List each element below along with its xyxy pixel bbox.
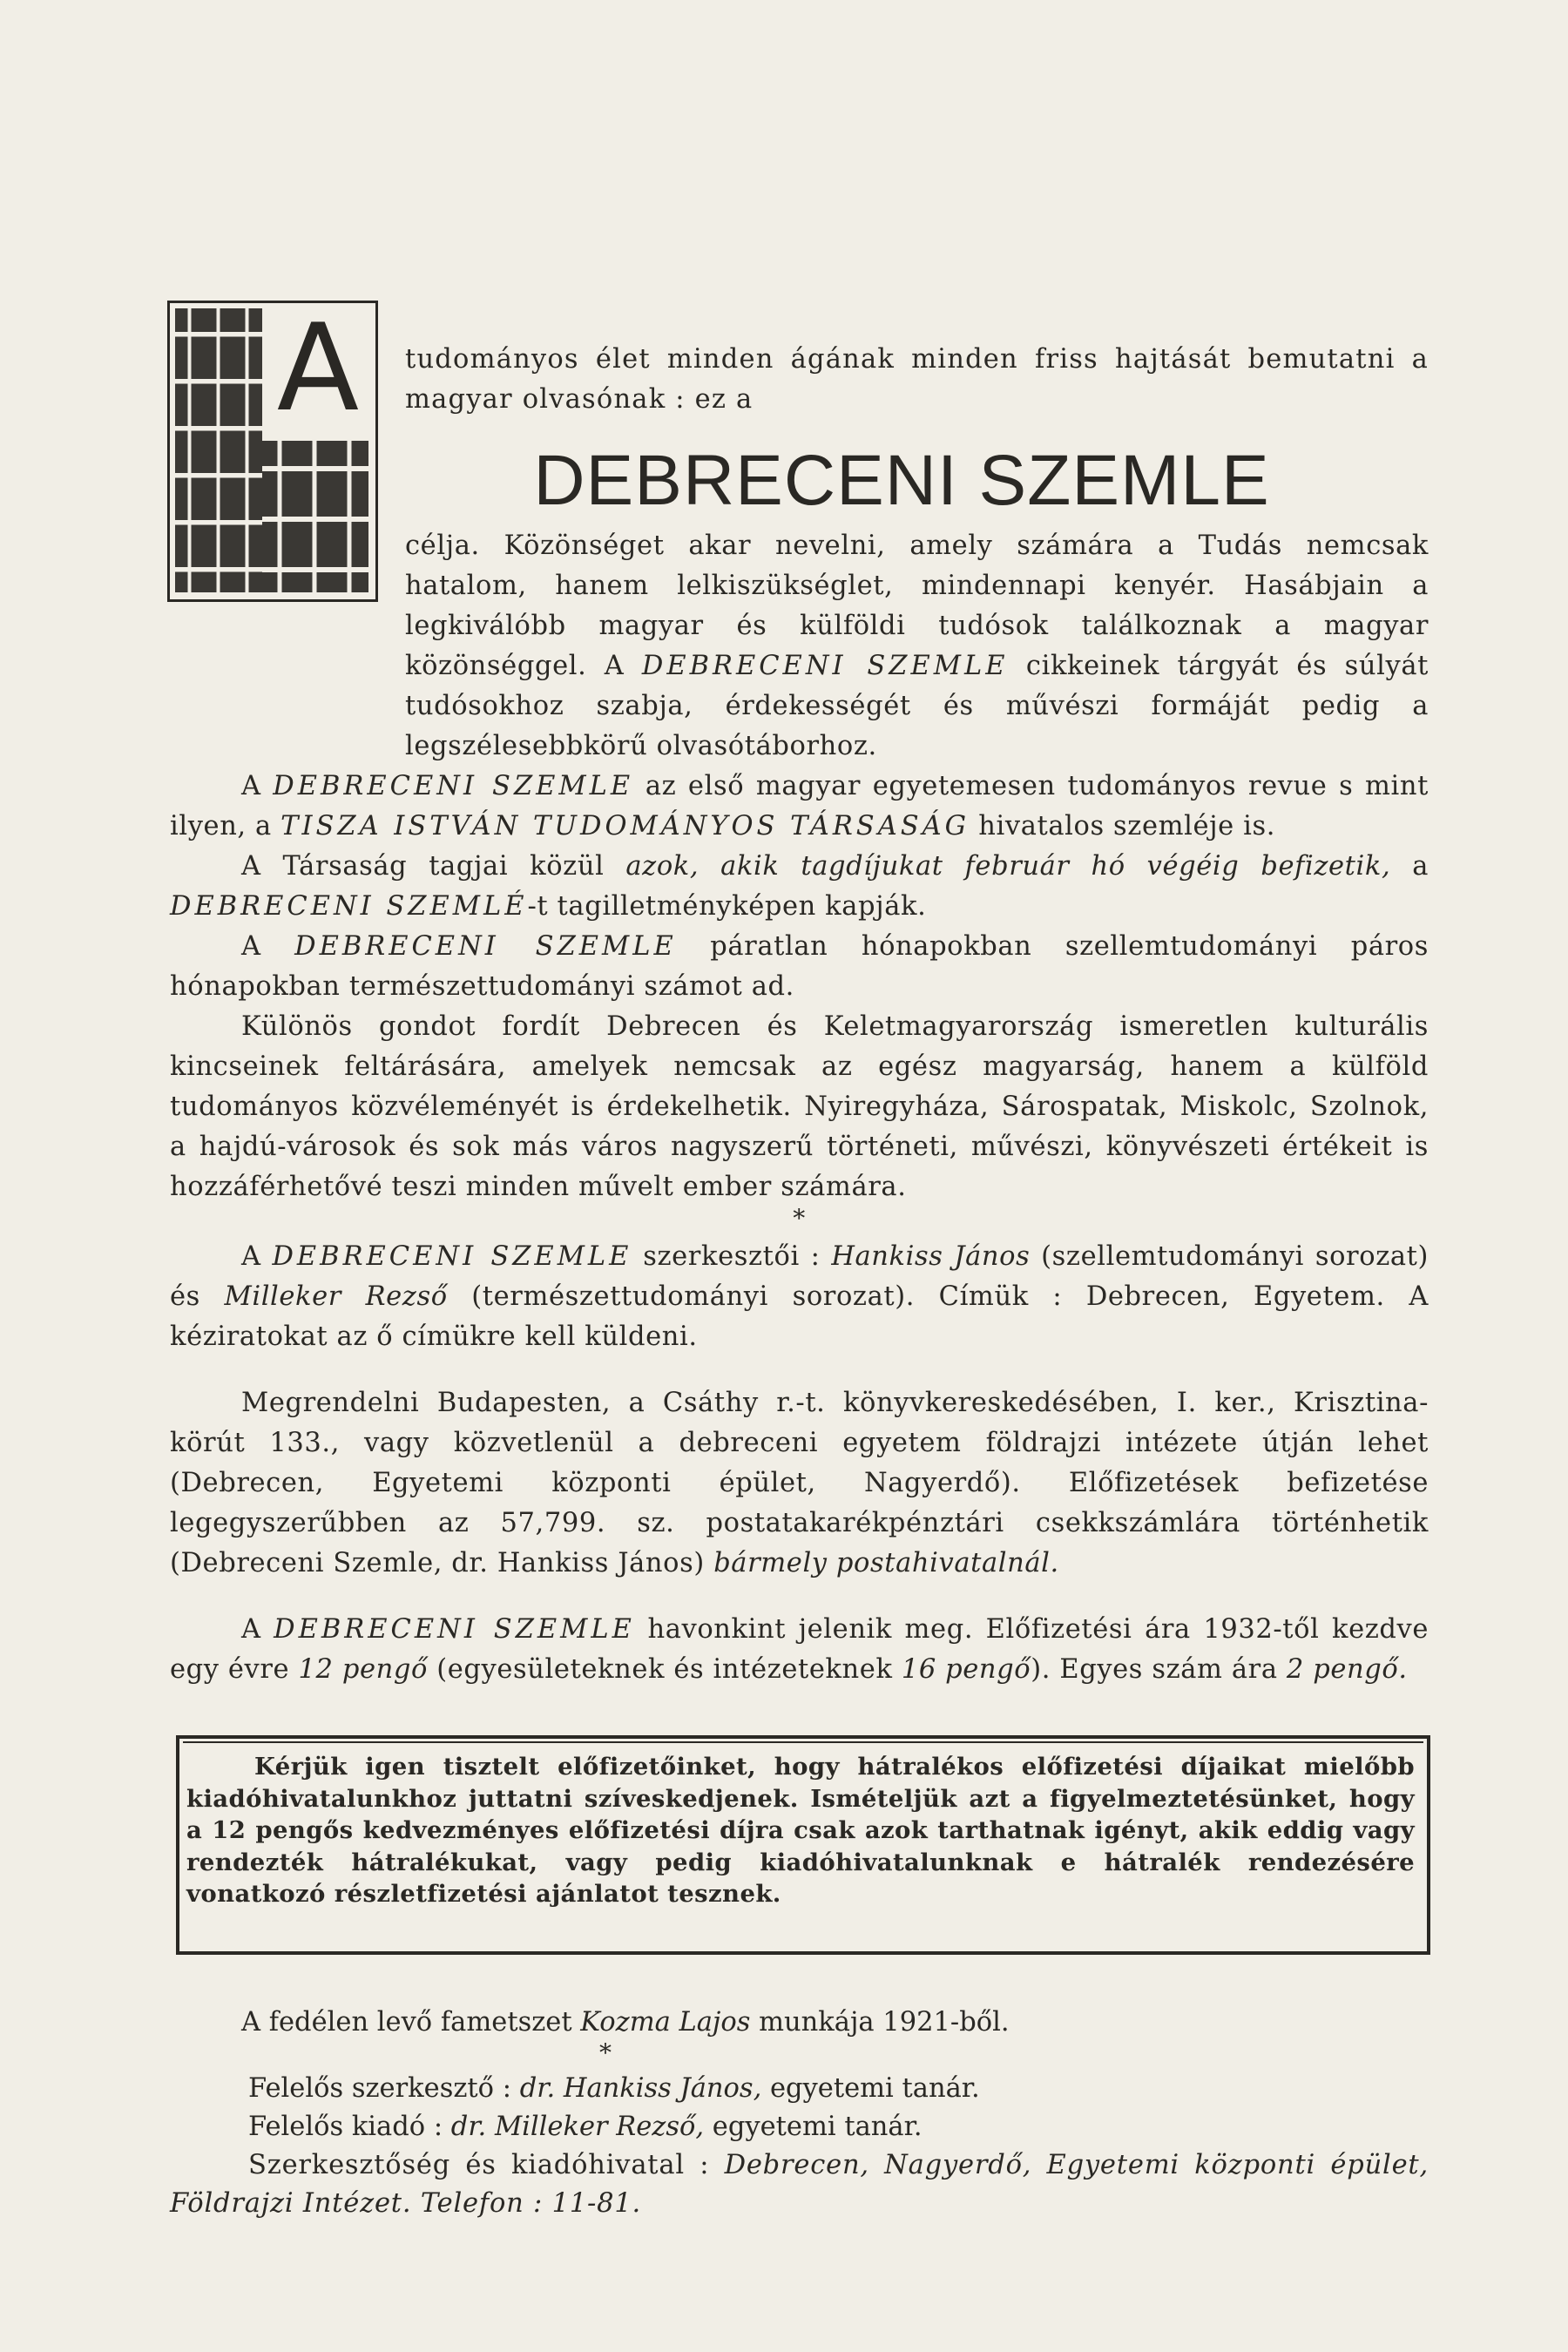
separator-star: * [599,2038,612,2067]
masthead-title: DEBRECENI SZEMLE [533,441,1270,520]
paragraph: A DEBRECENI SZEMLE szerkesztői : Hankiss János (szellemtudományi sorozat) és Milleker Rezső (természettudományi sorozat). Címük : Debrecen, Egyetem. A kéziratokat az ő címükre kell küldeni. [170,1241,1429,1352]
paragraph: Megrendelni Budapesten, a Csáthy r.-t. könyvkereskedésében, I. ker., Krisztina-körút 133., vagy közvetlenül a debreceni egyetem földrajzi intézete útján lehet (Debrecen, Egyetemi központi épület, Nagyerdő). Előfizetések befizetése legegyszerűbben az 57,799. sz. postatakarékpénztári csekkszámlára történhetik (Debreceni Szemle, dr. Hankiss János) bármely postahivatalnál. [170,1388,1429,1578]
notice-text: Kérjük igen tisztelt előfizetőinket, hogy hátralékos előfizetési díjaikat mielőbb kiadóhivatalunkhoz juttatni szíveskedjenek. Ismételjük azt a figyelmeztetésünket, hogy a 12 pengős kedvezményes előfizetési díjra csak azok tarthatnak igényt, akik eddig vagy rendezték hátralékukat, vagy pedig kiadóhivatalunknak e hátralék rendezésére vonatkozó részletfizetési ajánlatot tesznek. [186,1753,1415,1908]
paragraph: A DEBRECENI SZEMLE havonkint jelenik meg. Előfizetési ára 1932-től kezdve egy évre 12 pengő (egyesületeknek és intézeteknek 16 pengő). Egyes szám ára 2 pengő. [170,1614,1429,1685]
paragraph: célja. Közönséget akar nevelni, amely számára a Tudás nemcsak hatalom, hanem lelkiszükséglet, mindennapi kenyér. Hasábjain a legkiválóbb magyar és külföldi tudósok találkoznak a magyar közönséggel. A DEBRECENI SZEMLE cikkeinek tárgyát és súlyát tudósokhoz szabja, érdekességét és művészi formáját pedig a legszélesebbkörű olvasótáborhoz. [405,531,1429,761]
paragraph: Különös gondot fordít Debrecen és Keletmagyarország ismeretlen kulturális kincseinek feltárására, amelyek nemcsak az egész magyarság, hanem a külföld tudományos közvéleményét is érdekelhetik. Nyiregyháza, Sárospatak, Miskolc, Szolnok, a hajdú-városok és sok más város nagyszerű történeti, művészi, könyvészeti értékeit is hozzáférhetővé teszi minden művelt ember számára. [170,1011,1429,1202]
intro-text: tudományos élet minden ágának minden friss hajtását bemutatni a magyar olvasónak : ez a [405,344,1429,415]
cover-credit: A fedélen levő fametszet Kozma Lajos munkája 1921-ből. [241,2007,1010,2038]
footer [170,2004,1429,2223]
paragraph: A Társaság tagjai közül azok, akik tagdíjukat február hó végéig befizetik, a DEBRECENI SZEMLÉ-t tagilletményképen kapják. [170,851,1429,922]
publisher-line: Felelős kiadó : dr. Milleker Rezső, egyetemi tanár. [248,2112,923,2142]
editor-line: Felelős szerkesztő : dr. Hankiss János, egyetemi tanár. [248,2073,980,2104]
notice-box [176,1735,1430,1955]
separator-star: * [793,1204,806,1233]
paragraph: A DEBRECENI SZEMLE az első magyar egyetemesen tudományos revue s mint ilyen, a TISZA ISTVÁN TUDOMÁNYOS TÁRSASÁG hivatalos szemléje is. [170,771,1429,841]
paragraph: A DEBRECENI SZEMLE páratlan hónapokban szellemtudományi páros hónapokban természettudományi számot ad. [170,931,1429,1002]
body-text [170,526,1429,1690]
initial-letter: A [276,298,360,438]
office-line: Szerkesztőség és kiadóhivatal : Debrecen, Nagyerdő, Egyetemi központi épület, Földrajzi Intézet. Telefon : 11-81. [170,2150,1429,2219]
